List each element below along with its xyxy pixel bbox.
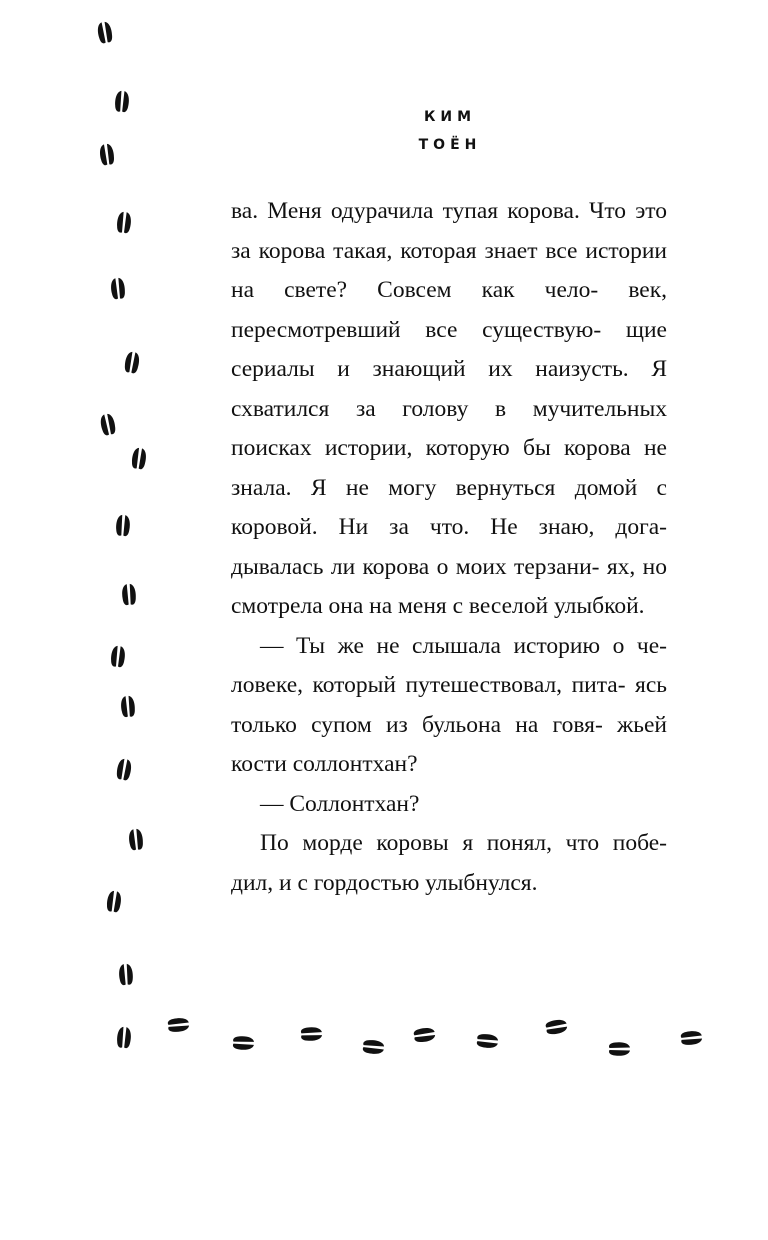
hoofprint-icon [476, 1033, 498, 1048]
paragraph-4: По морде коровы я понял, что побе- дил, и с гордостью улыбнулся. [231, 830, 667, 896]
hoofprint-icon [120, 695, 135, 717]
hoofprint-icon [128, 828, 144, 850]
hoofprint-icon [106, 890, 122, 913]
hoofprint-icon [116, 758, 133, 781]
hoofprint-icon [118, 964, 133, 986]
hoofprint-icon [110, 645, 126, 667]
hoofprint-icon [124, 351, 141, 374]
hoofprint-icon [116, 1026, 131, 1048]
page-body-text [231, 192, 667, 903]
hoofprint-icon [116, 515, 131, 537]
hoofprint-icon [413, 1027, 436, 1043]
hoofprint-icon [121, 584, 136, 606]
hoofprint-icon [301, 1027, 322, 1041]
running-header [380, 103, 520, 159]
hoofprint-icon [116, 211, 132, 233]
hoofprint-icon [99, 413, 117, 436]
paragraph-2: — Ты же не слышала историю о че- ловеке, который путешествовал, пита- ясь только супом из бульона на говя- жьей кости соллонтхан? [231, 632, 667, 777]
author-last-name: ТОЁН [418, 137, 482, 153]
hoofprint-icon [680, 1030, 702, 1045]
hoofprint-icon [114, 90, 129, 112]
hoofprint-icon [99, 143, 115, 166]
author-first-name: КИМ [423, 109, 477, 125]
hoofprint-icon [609, 1042, 630, 1056]
hoofprint-icon [131, 447, 147, 470]
hoofprint-icon [362, 1039, 384, 1054]
hoofprint-icon [233, 1036, 254, 1050]
hoofprint-icon [167, 1017, 189, 1032]
hoofprint-icon [96, 21, 113, 44]
paragraph-3: — Соллонтхан? [260, 790, 420, 817]
hoofprint-icon [110, 277, 126, 299]
paragraph-1: ва. Меня одурачила тупая корова. Что это за корова такая, которая знает все истории на свете? Совсем как чело- век, пересмотревший все существую- щие сериалы и знающий их наизусть. Я схватился за голову в мучительных поисках истории, которую бы корова не знала. Я не могу вернуться домой с коровой. Ни за что. Не знаю, дога- дывалась ли корова о моих терзани- ях, но смотрела она на меня с веселой улыбкой. [231, 198, 667, 619]
hoofprint-icon [545, 1018, 568, 1035]
